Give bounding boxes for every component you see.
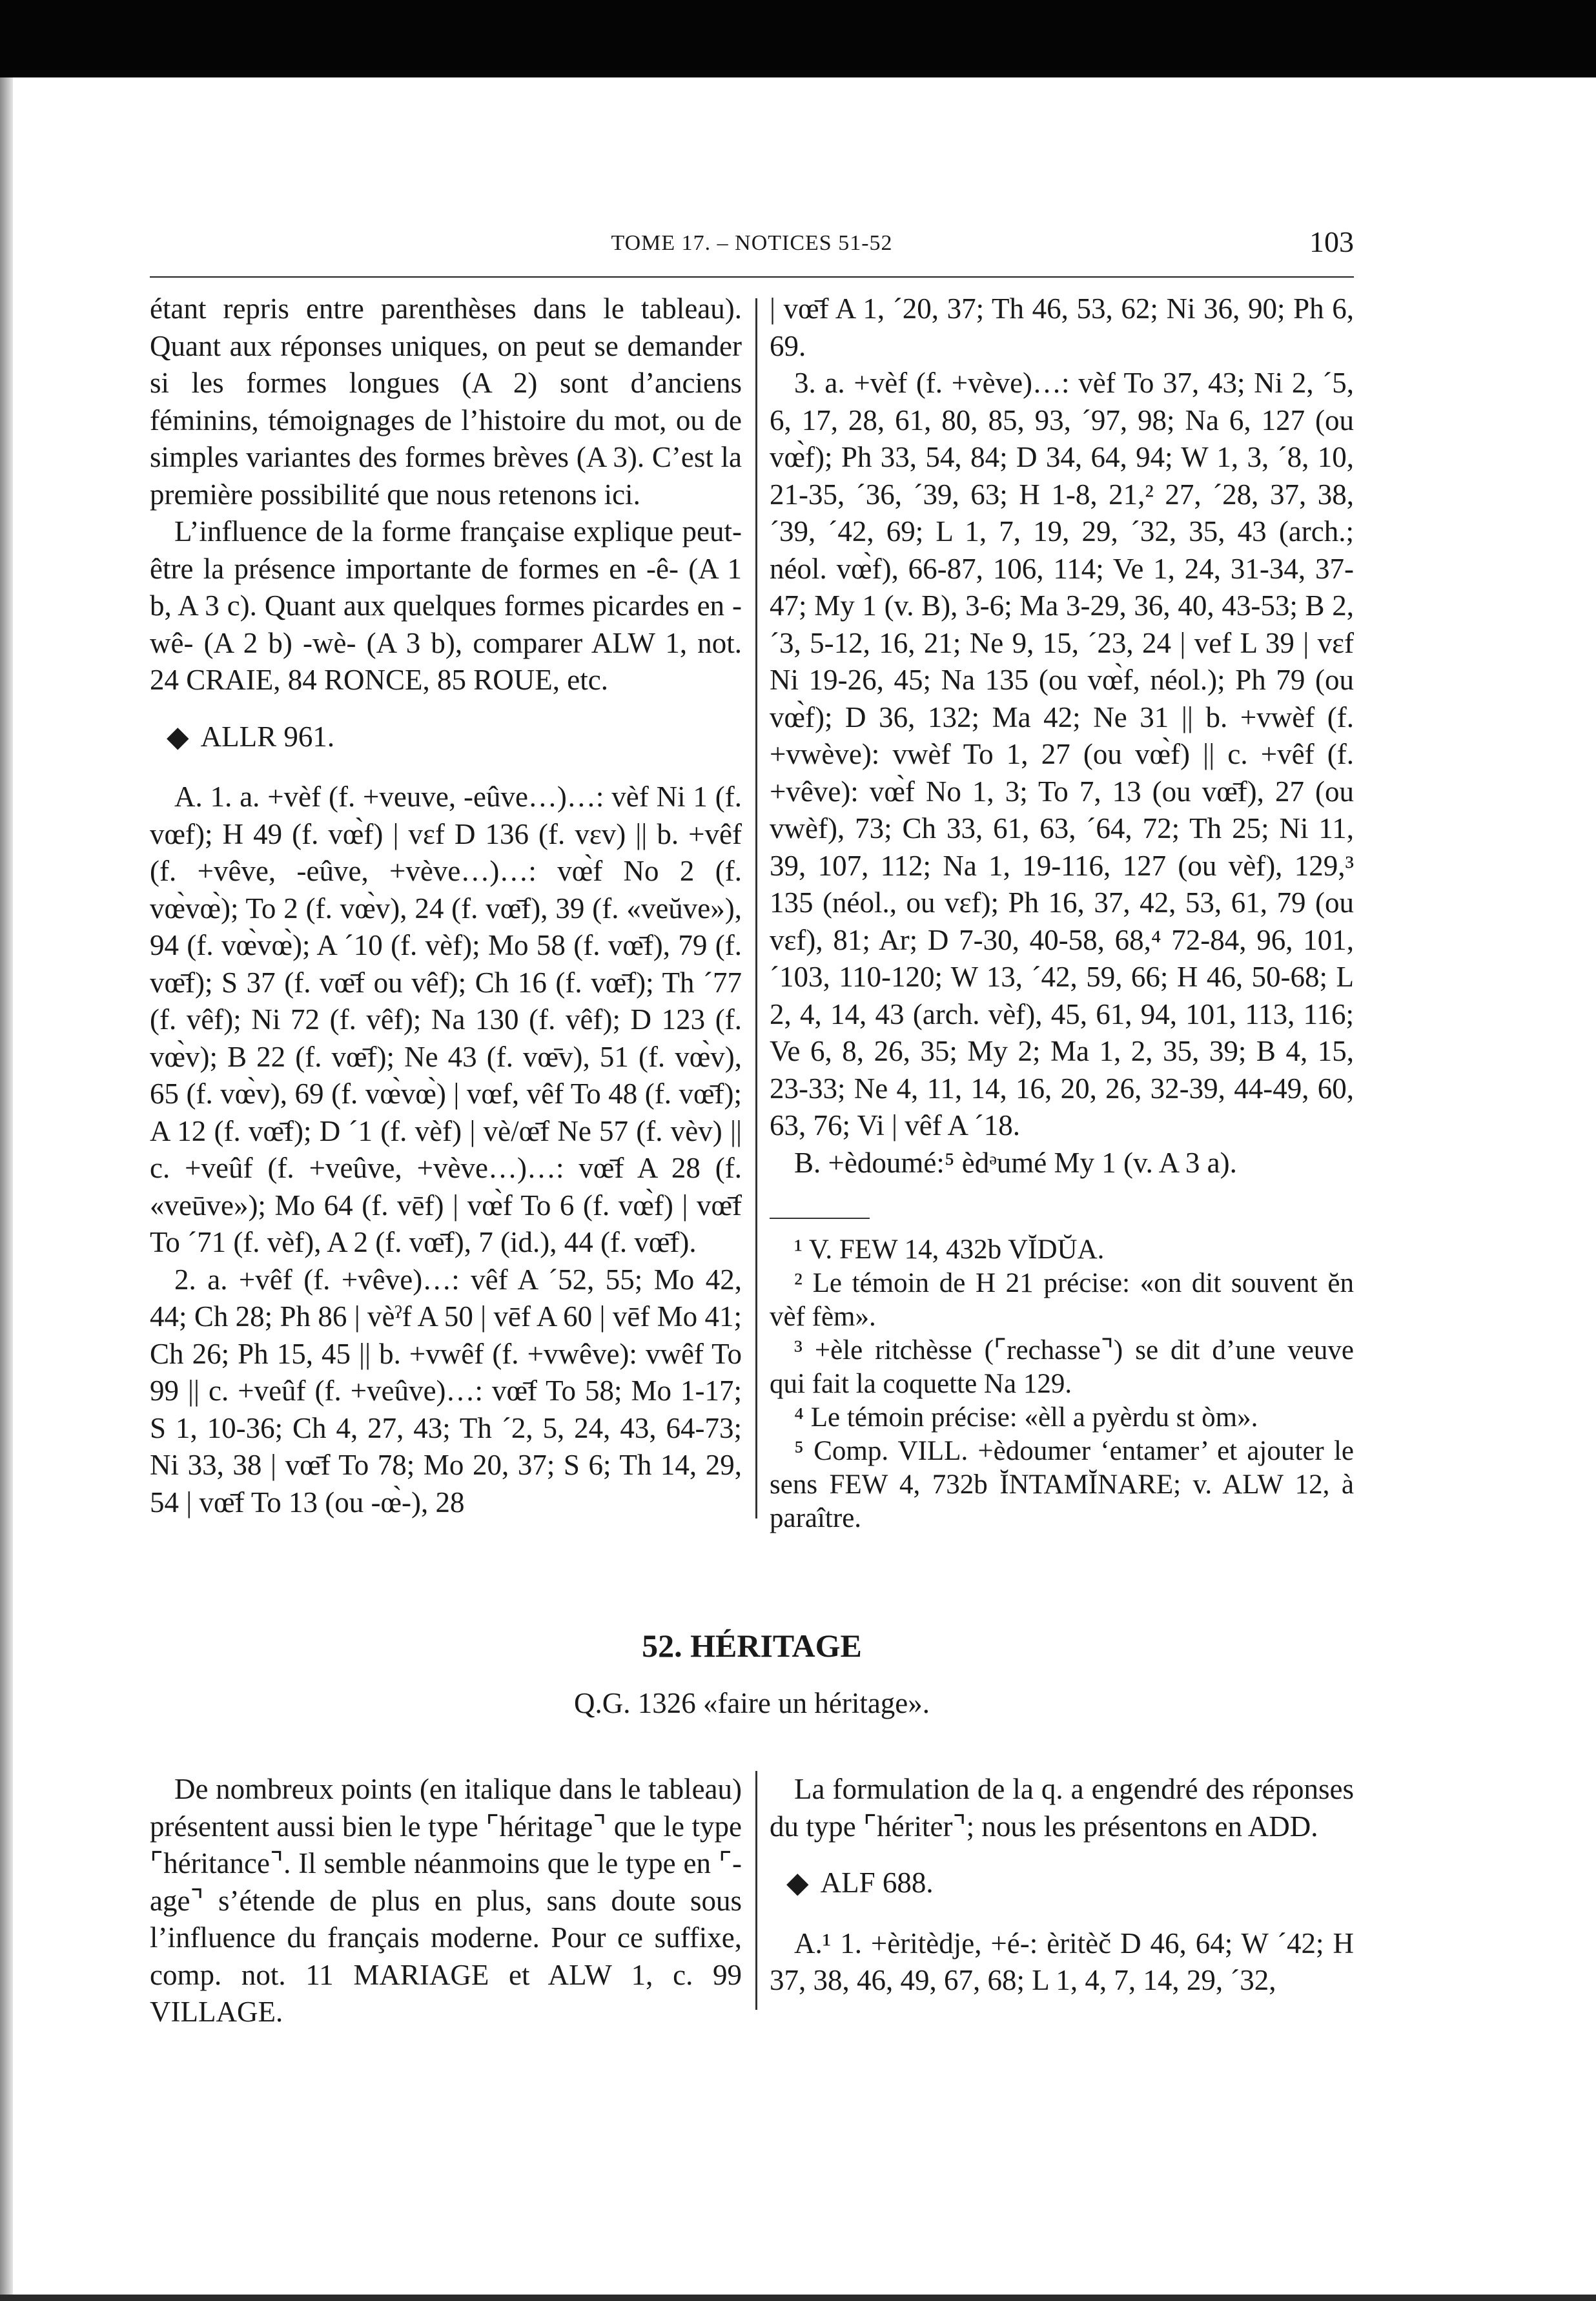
bottom-left-column	[150, 1771, 742, 2031]
footnote: ⁵ Comp. VILL. +èdoumer ‘entamer’ et ajouter le sens FEW 4, 732b ĬNTAMĬNARE; v. ALW 12, à paraître.	[770, 1436, 1354, 1533]
paragraph: La formulation de la q. a engendré des réponses du type ⌜hériter⌝; nous les présentons en ADD.	[770, 1773, 1354, 1843]
running-head	[150, 225, 1354, 278]
paragraph: 3. a. +vèf (f. +vève)…: vèf To 37, 43; Ni 2, ´5, 6, 17, 28, 61, 80, 85, 93, ´97, 98; Na 6, 127 (ou vœ̀f); Ph 33, 54, 84; D 34, 64, 94; W 1, 3, ´8, 10, 21-35, ´36, ´39, 63; H 1-8, 21,² 27, ´28, 37, 38, ´39, ´42, 69; L 1, 7, 19, 29, ´32, 35, 43 (arch.; néol. vœ̀f), 66-87, 106, 114; Ve 1, 24, 31-34, 37-47; My 1 (v. B), 3-6; Ma 3-29, 36, 40, 43-53; B 2, ´3, 5-12, 16, 21; Ne 9, 15, ´23, 24 | vef L 39 | vɛf Ni 19-26, 45; Na 135 (ou vœ̀f, néol.); Ph 79 (ou vœ̀f); D 36, 132; Ma 42; Ne 31 || b. +vwèf (f. +vwève): vwèf To 1, 27 (ou vœ̀f) || c. +vêf (f. +vêve): vœ̀f No 1, 3; To 7, 13 (ou vœ̄f), 27 (ou vwèf), 73; Ch 33, 61, 63, ´64, 72; Th 25; Ni 11, 39, 107, 112; Na 1, 19-116, 127 (ou vèf), 129,³ 135 (néol., ou vɛf); Ph 16, 37, 42, 53, 61, 79 (ou vɛf), 81; Ar; D 7-30, 40-58, 68,⁴ 72-84, 96, 101, ´103, 110-120; W 13, ´42, 59, 66; H 46, 50-68; L 2, 4, 14, 43 (arch. vèf), 45, 61, 94, 101, 113, 116; Ve 6, 8, 26, 35; My 2; Ma 1, 2, 35, 39; B 4, 15, 23-33; Ne 4, 11, 14, 16, 20, 26, 32-39, 44-49, 60, 63, 76; Vi | vêf A ´18.	[770, 367, 1354, 1141]
diamond-icon: ◆	[167, 720, 189, 753]
paragraph: B. +èdoumé:⁵ èdᵊumé My 1 (v. A 3 a).	[794, 1146, 1237, 1179]
paragraph: A.¹ 1. +èritèdje, +é-: èritèč D 46, 64; W ´42; H 37, 38, 46, 49, 67, 68; L 1, 4, 7, 14, 29, ´32,	[770, 1927, 1354, 1996]
scan-border-top	[0, 0, 1596, 77]
footnote: ³ +èle ritchèsse (⌜rechasse⌝) se dit d’une veuve qui fait la coquette Na 129.	[770, 1335, 1354, 1399]
column-divider-bottom	[755, 1771, 757, 2010]
page-number: 103	[1309, 225, 1354, 258]
scan-border-bottom	[0, 2295, 1596, 2301]
running-title: TOME 17. – NOTICES 51-52	[611, 231, 893, 255]
paragraph: De nombreux points (en italique dans le tableau) présentent aussi bien le type ⌜héritage⌝ que le type ⌜héritance⌝. Il semble néanmoins que le type en ⌜-age⌝ s’étende de plus en plus, sans doute sous l’influence du français moderne. Pour ce suffixe, comp. not. 11 MARIAGE et ALW 1, c. 99 VILLAGE.	[150, 1773, 742, 2028]
reference-label: ALLR 961.	[200, 720, 335, 753]
paragraph: | vœ̄f A 1, ´20, 37; Th 46, 53, 62; Ni 36, 90; Ph 6, 69.	[770, 292, 1354, 362]
section-title: 52. HÉRITAGE	[642, 1628, 862, 1664]
column-divider-top	[755, 298, 757, 1519]
footnote-rule	[770, 1218, 870, 1219]
footnote: ² Le témoin de H 21 précise: «on dit souvent ĕn vèf fèm».	[770, 1268, 1354, 1332]
paragraph: L’influence de la forme française explique peut-être la présence importante de formes en -ê- (A 1 b, A 3 c). Quant aux quelques formes picardes en -wê- (A 2 b) -wè- (A 3 b), comparer ALW 1, not. 24 CRAIE, 84 RONCE, 85 ROUE, etc.	[150, 515, 742, 696]
paragraph: étant repris entre parenthèses dans le tableau). Quant aux réponses uniques, on peut se demander si les formes longues (A 2) sont d’anciens féminins, témoignages de l’histoire du mot, ou de simples variantes des formes brèves (A 3). C’est la première possibilité que nous retenons ici.	[150, 292, 742, 511]
reference-marker	[786, 1865, 1354, 1902]
footnote: ¹ V. FEW 14, 432b VĬDŬA.	[794, 1234, 1105, 1265]
paragraph: A. 1. a. +vèf (f. +veuve, -eûve…)…: vèf Ni 1 (f. vœf); H 49 (f. vœ̀f) | vɛf D 136 (f. vɛv) || b. +vêf (f. +vêve, -eûve, +vève…)…: vœ̀f No 2 (f. vœ̀vœ̀); To 2 (f. vœ̀v), 24 (f. vœ̄f), 39 (f. «veŭve»), 94 (f. vœ̀vœ̀); A ´10 (f. vèf); Mo 58 (f. vœ̄f), 79 (f. vœ̄f); S 37 (f. vœ̄f ou vêf); Ch 16 (f. vœ̄f); Th ´77 (f. vêf); Ni 72 (f. vêf); Na 130 (f. vêf); D 123 (f. vœ̀v); B 22 (f. vœ̄f); Ne 43 (f. vœ̄v), 51 (f. vœ̀v), 65 (f. vœ̀v), 69 (f. vœ̀vœ̀) | vœf, vêf To 48 (f. vœ̄f); A 12 (f. vœ̄f); D ´1 (f. vèf) | vè/œ̄f Ne 57 (f. vèv) || c. +veûf (f. +veûve, +vève…)…: vœ̄f A 28 (f. «veūve»); Mo 64 (f. vēf) | vœ̀f To 6 (f. vœ̀f) | vœ̄f To ´71 (f. vèf), A 2 (f. vœ̄f), 7 (id.), 44 (f. vœ̄f).	[150, 781, 742, 1258]
paragraph: 2. a. +vêf (f. +vêve)…: vêf A ´52, 55; Mo 42, 44; Ch 28; Ph 86 | vèˀf A 50 | vēf A 60 | vēf Mo 41; Ch 26; Ph 15, 45 || b. +vwêf (f. +vwêve): vwêf To 99 || c. +veûf (f. +veûve)…: vœ̄f To 58; Mo 1-17; S 1, 10-36; Ch 4, 27, 43; Th ´2, 5, 24, 43, 64-73; Ni 33, 38 | vœ̄f To 78; Mo 20, 37; S 6; Th 14, 29, 54 | vœ̄f To 13 (ou -œ̀-), 28	[150, 1263, 742, 1519]
bottom-right-column	[770, 1771, 1354, 1999]
top-right-column	[770, 291, 1354, 1535]
footnote: ⁴ Le témoin précise: «èll a pyèrdu st òm».	[794, 1402, 1258, 1433]
section-subtitle: Q.G. 1326 «faire un héritage».	[573, 1687, 930, 1719]
reference-marker	[167, 719, 742, 756]
scan-border-left	[0, 77, 13, 2301]
reference-label: ALF 688.	[820, 1866, 934, 1899]
top-left-column	[150, 291, 742, 1521]
diamond-icon: ◆	[786, 1866, 809, 1899]
